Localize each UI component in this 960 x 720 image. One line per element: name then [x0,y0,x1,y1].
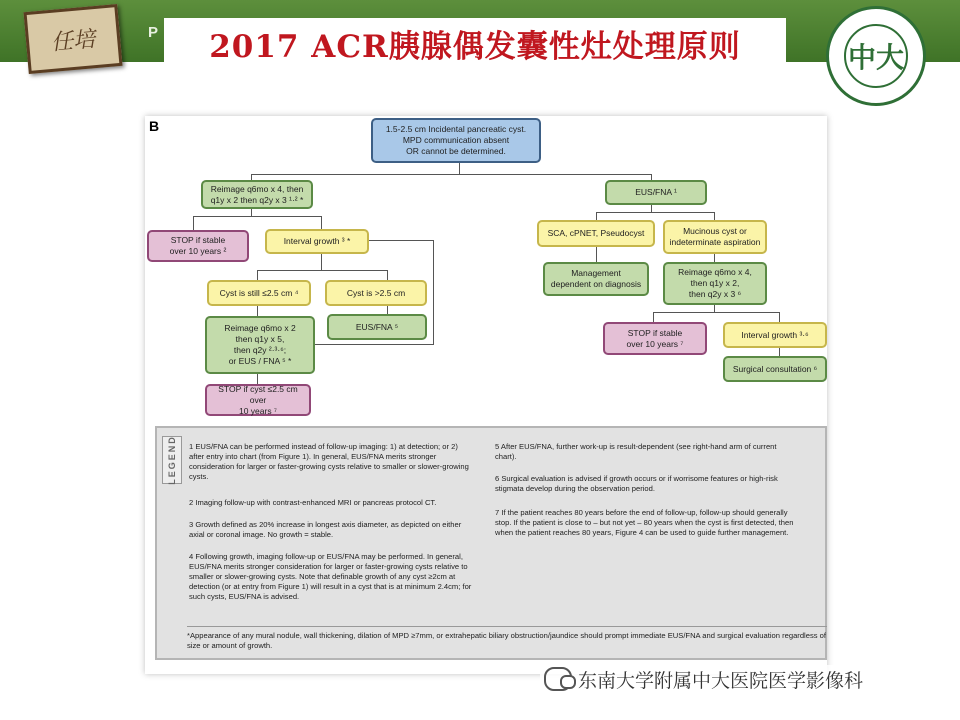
legend-footnote: *Appearance of any mural nodule, wall thickening, dilation of MPD ≥7mm, or extrahepatic biliary obstruction/jaundice should prompt immediate EUS/FNA and surgical evaluation regardless of size or amount of growth. [187,626,827,651]
connector [433,240,434,345]
interval-right-node: Interval growth ³·⁶ [723,322,827,348]
connector [779,348,780,356]
connector [257,374,258,384]
connector [387,270,388,280]
still-small-node: Cyst is still ≤2.5 cm ⁴ [207,280,311,306]
legend-note: 6 Surgical evaluation is advised if growth occurs or if worrisome features or high-risk stigmata develop during the observation period. [495,474,778,493]
connector [193,216,321,217]
connector [653,312,779,313]
cyst-large-node: Cyst is >2.5 cm [325,280,427,306]
legend-panel [155,426,827,660]
connector [459,162,460,174]
connector [714,212,715,220]
connector [251,208,252,216]
connector [257,270,258,280]
eus-right-node: EUS/FNA ¹ [605,180,707,205]
connector [193,216,194,230]
reimage-left-node: Reimage q6mo x 4, then q1y x 2 then q2y x 3 ¹·² * [201,180,313,209]
legend-tab-label: LEGEND [167,435,178,485]
watermark [540,665,867,693]
stop-right-node: STOP if stable over 10 years ⁷ [603,322,707,355]
stop-left-node: STOP if stable over 10 years ² [147,230,249,262]
connector [387,306,388,314]
reimage-right-node: Reimage q6mo x 4, then q1y x 2, then q2y x 3 ⁶ [663,262,767,305]
wechat-icon [544,667,572,691]
mucinous-node: Mucinous cyst or indeterminate aspiration [663,220,767,254]
connector [321,254,322,270]
start-node: 1.5-2.5 cm Incidental pancreatic cyst. MPD communication absent OR cannot be determined. [371,118,541,163]
connector [257,306,258,316]
connector [315,344,433,345]
watermark-text: 东南大学附属中大医院医学影像科 [578,669,864,692]
connector [596,212,714,213]
connector [653,312,654,322]
connector [714,304,715,312]
connector [257,270,387,271]
title-box [164,18,786,68]
left-logo-text: 任培 [50,26,97,56]
figure-label: B [149,118,160,134]
stop-small-node: STOP if cyst ≤2.5 cm over 10 years ⁷ [205,384,311,416]
page-title: 2017 ACR胰腺偶发囊性灶处理原则 [209,28,741,65]
legend-note: 5 After EUS/FNA, further work-up is result-dependent (see right-hand arm of current chart). [495,442,777,461]
legend-note: 7 If the patient reaches 80 years before the end of follow-up, follow-up should generally stop. If the patient is close to – but not yet – 80 years when the cyst is first detected, then when the patient reaches 80 years, Figure 4 can be used to guide further management. [495,508,794,537]
legend-note: 4 Following growth, imaging follow-up or EUS/FNA may be performed. In general, EUS/FNA merits stronger consideration for larger or faster-growing cysts relative to smaller or slower-growing cysts. Note that definable growth of any cyst ≥2cm at detection (or at entry from Figure 1) will result in a cyst that is at minimum 2.4cm; for such cysts, EUS/FNA is advised. [189,552,472,601]
flowchart-figure [145,116,827,674]
legend-note: 2 Imaging follow-up with contrast-enhanced MRI or pancreas protocol CT. [189,498,437,507]
legend-note: 1 EUS/FNA can be performed instead of follow-up imaging: 1) at detection; or 2) after entry into chart (from Figure 1). In general, EUS/FNA merits stronger consideration for larger or faster-growing cysts relative to smaller or slower-growing cysts. [189,442,469,481]
hospital-seal-logo [826,6,926,106]
connector [369,240,433,241]
connector [651,204,652,212]
connector [596,246,597,262]
seal-center: 中大 [844,24,908,88]
left-logo-letter: P [148,24,159,41]
reimage-detail-node: Reimage q6mo x 2 then q1y x 5, then q2y ²·³·⁶; or EUS / FNA ⁵ * [205,316,315,374]
connector [251,174,651,175]
connector [596,212,597,220]
eus-mid-node: EUS/FNA ⁵ [327,314,427,340]
management-node: Management dependent on diagnosis [543,262,649,296]
legend-tab [162,436,182,484]
sca-node: SCA, cPNET, Pseudocyst [537,220,655,247]
interval-left-node: Interval growth ³ * [265,229,369,254]
left-logo [23,4,122,74]
surgical-node: Surgical consultation ⁶ [723,356,827,382]
connector [321,216,322,230]
connector [714,254,715,262]
legend-note: 3 Growth defined as 20% increase in longest axis diameter, as depicted on either axial or coronal image. No growth = stable. [189,520,462,539]
connector [779,312,780,322]
